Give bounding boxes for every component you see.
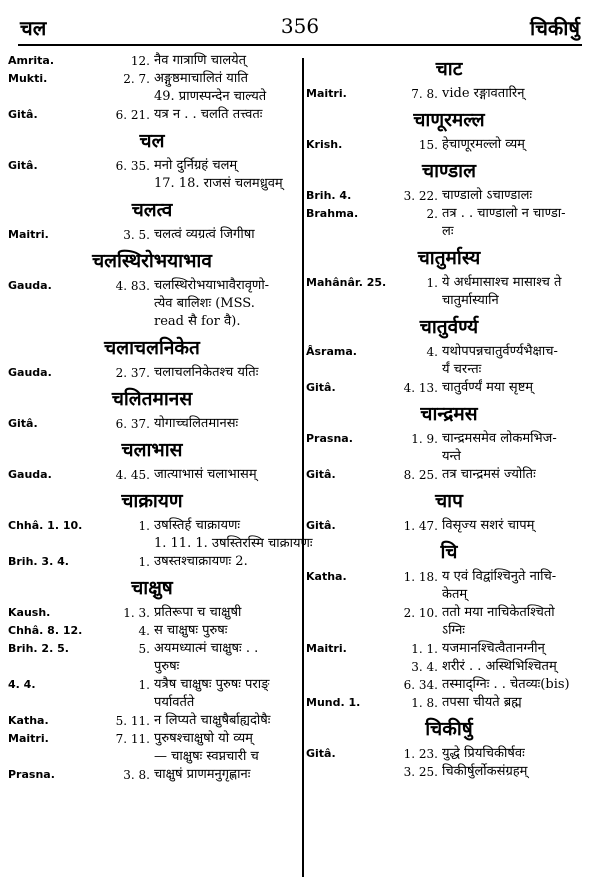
citation-source: Gitâ. [306, 468, 336, 481]
citation-reference: 12. [130, 54, 150, 68]
right-citation-entry [306, 274, 592, 292]
right-continuation-line: यन्ते [442, 449, 461, 464]
right-headword: चातुर्मास्य [417, 247, 481, 269]
left-headword: चलितमानस [111, 388, 193, 410]
right-citation-entry [306, 694, 592, 712]
citation-text: योगाच्चलितमानसः [154, 416, 239, 431]
left-citation-entry [8, 415, 296, 433]
right-headword: चाट [435, 58, 463, 80]
citation-source: 4. 4. [8, 678, 36, 691]
left-citation-entry [8, 712, 296, 730]
citation-reference: 1. 1. [411, 642, 438, 656]
right-continuation-line: ऽग्निः [442, 623, 465, 638]
citation-source: Mahânâr. 25. [306, 276, 387, 289]
citation-reference: 2. [426, 207, 438, 221]
citation-reference: 5. [138, 642, 150, 656]
citation-reference: 3. 25. [403, 765, 438, 779]
citation-source: Katha. [8, 714, 49, 727]
left-continuation-line: 1. 11. 1. उषस्तिरस्मि चाक्रायणः [154, 536, 313, 551]
right-continuation-line: केतम् [442, 587, 468, 602]
citation-text: स चाक्षुषः पुरुषः [154, 623, 228, 638]
left-citation-entry [8, 517, 296, 535]
citation-text: प्रतिरूपा च चाक्षुषी [154, 605, 242, 620]
left-citation-entry [8, 640, 296, 658]
left-citation-entry [8, 604, 296, 622]
citation-reference: 1. [426, 276, 438, 290]
left-column [8, 52, 313, 784]
citation-text: चलस्थिरोभयाभावैरावृणो- [154, 278, 270, 293]
right-column [306, 52, 592, 781]
citation-reference: 15. [418, 138, 438, 152]
citation-text: यजमानश्चित्वैतानग्नीन् [442, 641, 545, 656]
left-citation-entry [8, 766, 296, 784]
right-headword: चि [440, 541, 458, 563]
citation-source: Gitâ. [8, 159, 38, 172]
citation-reference: 4. [426, 345, 438, 359]
citation-reference: 3. 4. [411, 660, 438, 674]
right-citation-entry [306, 187, 592, 205]
citation-text: युद्धे प्रियचिकीर्षवः [442, 746, 525, 761]
right-citation-entry [306, 343, 592, 361]
right-citation-entry [306, 205, 592, 223]
citation-reference: 1. 23. [403, 747, 438, 761]
left-citation-entry [8, 466, 296, 484]
citation-reference: 2. 37. [115, 366, 150, 380]
right-continuation-line: लः [442, 224, 454, 239]
citation-reference: 4. 83. [115, 279, 150, 293]
citation-text: तत्र . . चाण्डालो न चाण्डा- [442, 206, 566, 221]
citation-text: तपसा चीयते ब्रह्म [442, 695, 522, 710]
citation-text: यथोपपन्नचातुर्वर्ण्यभैक्षाच- [442, 344, 558, 359]
header-rule [18, 44, 582, 46]
right-headword: चाण्डाल [422, 160, 476, 182]
citation-text: यत्र न . . चलति तत्त्वतः [154, 107, 263, 122]
left-citation-entry [8, 52, 296, 70]
citation-text: अङ्गुष्ठमाचालितं याति [154, 71, 248, 86]
citation-source: Gitâ. [306, 381, 336, 394]
citation-reference: 4. 45. [115, 468, 150, 482]
left-continuation-line: त्येव बालिशः (MSS. [154, 296, 255, 311]
citation-reference: 3. 22. [403, 189, 438, 203]
citation-reference: 1. [138, 519, 150, 533]
citation-source: Krish. [306, 138, 343, 151]
citation-text: पुरुषश्चाक्षुषो यो व्यम् [154, 731, 253, 746]
citation-source: Gitâ. [306, 519, 336, 532]
citation-text: चलत्वं व्यग्रत्वं जिगीषा [154, 227, 255, 242]
citation-source: Maitri. [8, 732, 49, 745]
right-headword: चिकीर्षु [425, 718, 473, 740]
citation-text: चान्द्रमसमेव लोकमभिज- [442, 431, 557, 446]
citation-reference: 6. 34. [403, 678, 438, 692]
right-citation-entry [306, 658, 592, 676]
citation-source: Gitâ. [8, 108, 38, 121]
citation-text: उषस्तश्चाक्रायणः 2. [154, 554, 248, 569]
citation-reference: 1. 8. [411, 696, 438, 710]
citation-source: Chhâ. 1. 10. [8, 519, 83, 532]
citation-text: न लिप्यते चाक्षुषैर्बाह्यदोषैः [154, 713, 271, 728]
citation-source: Maitri. [306, 87, 347, 100]
left-continuation-line: read सै for वै). [154, 314, 241, 329]
citation-source: Gauda. [8, 279, 52, 292]
citation-text: चाक्षुषं प्राणमनुगृह्णानः [154, 767, 251, 782]
citation-reference: 3. 8. [123, 768, 150, 782]
citation-text: चलाचलनिकेतश्च यतिः [154, 365, 259, 380]
citation-source: Gitâ. [8, 417, 38, 430]
citation-text: हेचाणूरमल्लो व्यम् [442, 137, 525, 152]
citation-source: Prasna. [306, 432, 353, 445]
left-continuation-line: पर्यावर्तते [154, 695, 195, 710]
citation-source: Maitri. [8, 228, 49, 241]
citation-text: तत्र चान्द्रमसं ज्योतिः [442, 467, 536, 482]
citation-reference: 1. [138, 678, 150, 692]
citation-reference: 1. 3. [123, 606, 150, 620]
left-citation-entry [8, 157, 296, 175]
citation-text: अयमध्यात्मं चाक्षुषः . . [154, 641, 259, 656]
left-citation-entry [8, 730, 296, 748]
right-headword: चाणूरमल्ल [413, 109, 485, 131]
citation-source: Brahma. [306, 207, 359, 220]
right-continuation-line: र्यं चरन्तः [442, 362, 482, 377]
right-citation-entry [306, 466, 592, 484]
citation-source: Gauda. [8, 366, 52, 379]
right-citation-entry [306, 763, 592, 781]
citation-text: तस्माद्ग्निः . . चेतव्यः(bis) [442, 677, 570, 692]
citation-reference: 1. 9. [411, 432, 438, 446]
citation-reference: 3. 5. [123, 228, 150, 242]
citation-source: Âsrama. [306, 345, 357, 358]
citation-reference: 8. 25. [403, 468, 438, 482]
citation-reference: 1. 47. [403, 519, 438, 533]
citation-text: चाण्डालो ऽचाण्डालः [442, 188, 533, 203]
citation-reference: 6. 35. [115, 159, 150, 173]
left-continuation-line: पुरुषः [154, 659, 180, 674]
citation-reference: 1. [138, 555, 150, 569]
citation-reference: 5. 11. [115, 714, 150, 728]
citation-reference: 6. 37. [115, 417, 150, 431]
citation-source: Brih. 2. 5. [8, 642, 69, 655]
page-header [20, 14, 580, 44]
citation-text: ये अर्धमासाश्च मासाश्च ते [442, 275, 562, 290]
left-citation-entry [8, 277, 296, 295]
left-citation-entry [8, 676, 296, 694]
right-citation-entry [306, 676, 592, 694]
column-divider [302, 58, 304, 877]
citation-text: vide रङ्गावतारिन् [442, 86, 525, 101]
right-citation-entry [306, 379, 592, 397]
citation-source: Brih. 3. 4. [8, 555, 69, 568]
running-head-right: चिकीर्षु [530, 16, 580, 40]
left-continuation-line: — चाक्षुषः स्वप्नचारी च [154, 749, 259, 764]
citation-text: चातुर्वर्ण्यं मया सृष्टम् [442, 380, 534, 395]
left-citation-entry [8, 226, 296, 244]
left-citation-entry [8, 553, 296, 571]
right-headword: चान्द्रमस [420, 403, 478, 425]
running-head-left: चल [20, 16, 47, 40]
left-headword: चाक्षुष [131, 577, 173, 599]
citation-reference: 7. 11. [115, 732, 150, 746]
citation-text: मनो दुर्निग्रहं चलम् [154, 158, 238, 173]
left-headword: चलाभास [121, 439, 183, 461]
page-number: 356 [280, 14, 320, 38]
citation-reference: 2. 7. [123, 72, 150, 86]
citation-reference: 4. 13. [403, 381, 438, 395]
citation-text: ततो मया नाचिकेतश्चितो [442, 605, 555, 620]
citation-text: य एवं विद्वांश्चिनुते नाचि- [442, 569, 557, 584]
right-headword: चातुर्वर्ण्य [419, 316, 479, 338]
left-citation-entry [8, 622, 296, 640]
right-citation-entry [306, 640, 592, 658]
citation-source: Maitri. [306, 642, 347, 655]
citation-source: Mukti. [8, 72, 48, 85]
citation-text: विसृज्य सशरं चापम् [442, 518, 535, 533]
left-headword: चल [139, 130, 165, 152]
citation-text: जात्याभासं चलाभासम् [154, 467, 257, 482]
right-headword: चाप [435, 490, 463, 512]
citation-reference: 1. 18. [403, 570, 438, 584]
left-continuation-line: 17. 18. राजसं चलमध्रुवम् [154, 176, 283, 191]
right-citation-entry [306, 85, 592, 103]
right-citation-entry [306, 136, 592, 154]
citation-reference: 6. 21. [115, 108, 150, 122]
right-citation-entry [306, 517, 592, 535]
citation-source: Katha. [306, 570, 347, 583]
left-citation-entry [8, 70, 296, 88]
citation-text: चिकीर्षुर्लोकसंग्रहम् [442, 764, 528, 779]
citation-source: Kaush. [8, 606, 51, 619]
citation-reference: 2. 10. [403, 606, 438, 620]
left-citation-entry [8, 364, 296, 382]
right-citation-entry [306, 430, 592, 448]
right-continuation-line: चातुर्मास्यानि [442, 293, 499, 308]
citation-reference: 7. 8. [411, 87, 438, 101]
left-citation-entry [8, 106, 296, 124]
citation-source: Brih. 4. [306, 189, 352, 202]
citation-text: शरीरं . . अस्थिभिश्चितम् [442, 659, 557, 674]
citation-source: Gitâ. [306, 747, 336, 760]
left-headword: चलाचलनिकेत [104, 337, 200, 359]
citation-text: उषस्तिर्ह चाक्रायणः [154, 518, 241, 533]
citation-source: Chhâ. 8. 12. [8, 624, 83, 637]
right-citation-entry [306, 568, 592, 586]
left-headword: चलस्थिरोभयाभाव [92, 250, 212, 272]
citation-text: नैव गात्राणि चालयेत् [154, 53, 247, 68]
right-citation-entry [306, 604, 592, 622]
citation-source: Amrita. [8, 54, 55, 67]
citation-source: Gauda. [8, 468, 52, 481]
left-headword: चाक्रायण [121, 490, 183, 512]
citation-text: यत्रैष चाक्षुषः पुरुषः पराङ् [154, 677, 270, 692]
citation-reference: 4. [138, 624, 150, 638]
citation-source: Mund. 1. [306, 696, 361, 709]
citation-source: Prasna. [8, 768, 55, 781]
left-continuation-line: 49. प्राणस्पन्देन चाल्यते [154, 89, 267, 104]
right-citation-entry [306, 745, 592, 763]
left-headword: चलत्व [131, 199, 173, 221]
